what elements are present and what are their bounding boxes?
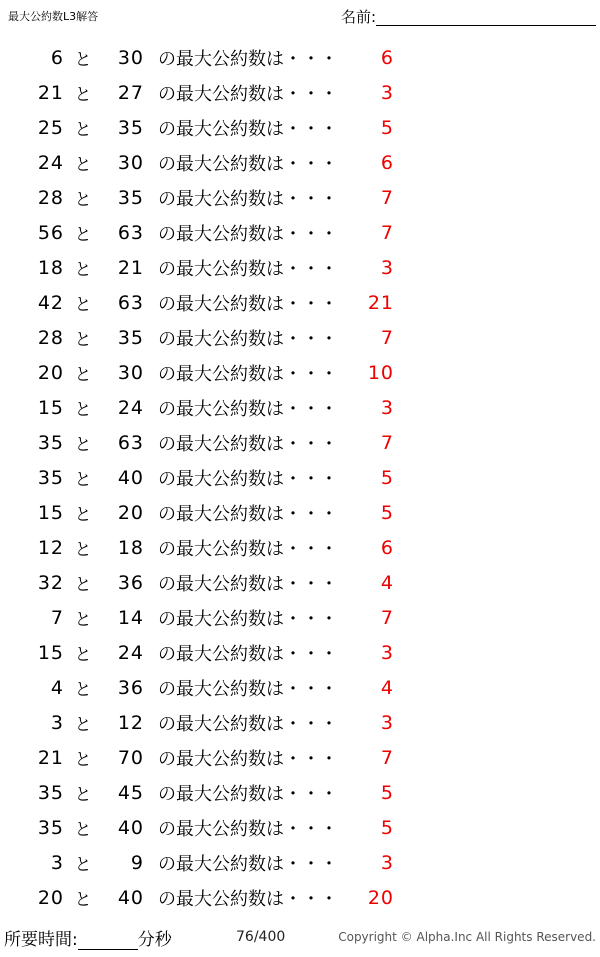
problem-row [0,880,600,915]
problem-operand-b: 35 [117,186,144,209]
problem-operand-b: 30 [117,151,144,174]
problem-row [0,320,600,355]
problem-answer: 3 [380,711,394,734]
problem-operand-a: 18 [37,256,64,279]
problem-operand-b: 24 [117,641,144,664]
problem-row [0,670,600,705]
problem-answer: 4 [380,676,394,699]
problem-row [0,495,600,530]
problem-operand-a: 32 [37,571,64,594]
problem-operand-a: 42 [37,291,64,314]
problem-answer: 7 [380,221,394,244]
problem-prompt-text: の最大公約数は・・・ [158,398,338,420]
problem-operand-b: 36 [117,571,144,594]
problem-separator: と [74,750,92,770]
problem-operand-a: 7 [50,606,64,629]
problem-answer: 7 [380,431,394,454]
problem-answer: 7 [380,606,394,629]
problem-prompt-text: の最大公約数は・・・ [158,153,338,175]
problem-row [0,600,600,635]
minutes-unit-label: 分 [137,930,155,950]
problem-operand-a: 20 [37,361,64,384]
page-header [0,8,600,38]
problem-prompt-text: の最大公約数は・・・ [158,643,338,665]
problem-prompt-text: の最大公約数は・・・ [158,678,338,700]
problem-operand-b: 63 [117,221,144,244]
problem-operand-a: 15 [37,396,64,419]
problem-prompt-text: の最大公約数は・・・ [158,573,338,595]
problem-prompt-text: の最大公約数は・・・ [158,888,338,910]
problem-operand-b: 70 [117,746,144,769]
problem-operand-b: 63 [117,291,144,314]
name-label: 名前: [340,8,376,26]
problem-prompt-text: の最大公約数は・・・ [158,83,338,105]
minutes-input-line[interactable] [78,932,138,950]
problem-prompt-text: の最大公約数は・・・ [158,713,338,735]
problem-operand-a: 20 [37,886,64,909]
problem-operand-a: 56 [37,221,64,244]
problem-operand-b: 18 [117,536,144,559]
problem-operand-b: 20 [117,501,144,524]
problem-answer: 3 [380,81,394,104]
problem-prompt-text: の最大公約数は・・・ [158,188,338,210]
problem-answer: 3 [380,396,394,419]
problem-separator: と [74,645,92,665]
problem-separator: と [74,260,92,280]
problem-separator: と [74,85,92,105]
problem-list [0,40,600,915]
problem-prompt-text: の最大公約数は・・・ [158,118,338,140]
problem-answer: 3 [380,641,394,664]
problem-operand-a: 15 [37,501,64,524]
problem-row [0,215,600,250]
problem-operand-a: 24 [37,151,64,174]
problem-separator: と [74,435,92,455]
problem-answer: 5 [380,816,394,839]
problem-row [0,705,600,740]
problem-operand-b: 21 [117,256,144,279]
problem-operand-b: 12 [117,711,144,734]
problem-separator: と [74,575,92,595]
problem-operand-b: 63 [117,431,144,454]
problem-operand-b: 45 [117,781,144,804]
problem-row [0,775,600,810]
problem-separator: と [74,680,92,700]
problem-operand-a: 12 [37,536,64,559]
problem-operand-b: 40 [117,466,144,489]
problem-row [0,250,600,285]
problem-answer: 5 [380,466,394,489]
problem-answer: 7 [380,326,394,349]
problem-prompt-text: の最大公約数は・・・ [158,468,338,490]
problem-row [0,845,600,880]
problem-operand-b: 30 [117,361,144,384]
problem-row [0,180,600,215]
problem-operand-a: 35 [37,781,64,804]
problem-separator: と [74,190,92,210]
problem-operand-b: 36 [117,676,144,699]
problem-separator: と [74,820,92,840]
problem-operand-a: 21 [37,746,64,769]
problem-row [0,530,600,565]
problem-separator: と [74,225,92,245]
problem-row [0,810,600,845]
problem-operand-a: 25 [37,116,64,139]
problem-operand-b: 40 [117,816,144,839]
problem-operand-b: 24 [117,396,144,419]
problem-separator: と [74,365,92,385]
problem-row [0,355,600,390]
problem-operand-a: 35 [37,431,64,454]
problem-operand-a: 6 [50,46,64,69]
problem-operand-a: 28 [37,186,64,209]
problem-prompt-text: の最大公約数は・・・ [158,748,338,770]
problem-answer: 5 [380,781,394,804]
problem-prompt-text: の最大公約数は・・・ [158,853,338,875]
problem-operand-b: 35 [117,326,144,349]
problem-row [0,740,600,775]
problem-answer: 6 [380,46,394,69]
copyright-notice: Copyright © Alpha.Inc All Rights Reserved. [338,930,596,944]
problem-answer: 5 [380,116,394,139]
problem-operand-b: 14 [117,606,144,629]
problem-answer: 7 [380,746,394,769]
problem-row [0,425,600,460]
problem-prompt-text: の最大公約数は・・・ [158,818,338,840]
page-count: 76/400 [236,929,286,945]
problem-separator: と [74,785,92,805]
problem-separator: と [74,855,92,875]
problem-operand-b: 30 [117,46,144,69]
problem-answer: 4 [380,571,394,594]
problem-separator: と [74,120,92,140]
problem-answer: 3 [380,851,394,874]
problem-prompt-text: の最大公約数は・・・ [158,363,338,385]
problem-row [0,75,600,110]
problem-prompt-text: の最大公約数は・・・ [158,503,338,525]
problem-prompt-text: の最大公約数は・・・ [158,608,338,630]
problem-operand-a: 35 [37,466,64,489]
problem-prompt-text: の最大公約数は・・・ [158,433,338,455]
name-input-line[interactable] [376,9,596,26]
problem-separator: と [74,505,92,525]
problem-separator: と [74,540,92,560]
problem-row [0,40,600,75]
problem-prompt-text: の最大公約数は・・・ [158,783,338,805]
problem-answer: 20 [367,886,394,909]
problem-operand-a: 3 [50,711,64,734]
problem-row [0,110,600,145]
problem-answer: 21 [367,291,394,314]
problem-operand-a: 4 [50,676,64,699]
problem-operand-b: 9 [130,851,144,874]
problem-separator: と [74,890,92,910]
problem-separator: と [74,50,92,70]
problem-operand-b: 35 [117,116,144,139]
problem-prompt-text: の最大公約数は・・・ [158,538,338,560]
problem-operand-a: 28 [37,326,64,349]
problem-separator: と [74,400,92,420]
problem-separator: と [74,330,92,350]
seconds-unit-label: 秒 [154,930,172,950]
problem-separator: と [74,610,92,630]
problem-prompt-text: の最大公約数は・・・ [158,48,338,70]
problem-separator: と [74,155,92,175]
problem-separator: と [74,295,92,315]
problem-prompt-text: の最大公約数は・・・ [158,293,338,315]
problem-operand-b: 27 [117,81,144,104]
problem-row [0,565,600,600]
problem-operand-a: 3 [50,851,64,874]
problem-operand-a: 21 [37,81,64,104]
name-field-area [341,8,596,26]
time-required-field [4,925,172,950]
problem-operand-a: 15 [37,641,64,664]
problem-prompt-text: の最大公約数は・・・ [158,223,338,245]
problem-answer: 5 [380,501,394,524]
problem-answer: 10 [367,361,394,384]
problem-row [0,460,600,495]
page-title: 最大公約数L3解答 [8,10,99,23]
problem-operand-a: 35 [37,816,64,839]
problem-row [0,390,600,425]
problem-prompt-text: の最大公約数は・・・ [158,328,338,350]
problem-answer: 3 [380,256,394,279]
problem-row [0,635,600,670]
problem-answer: 6 [380,151,394,174]
problem-row [0,285,600,320]
problem-prompt-text: の最大公約数は・・・ [158,258,338,280]
problem-answer: 7 [380,186,394,209]
problem-answer: 6 [380,536,394,559]
problem-operand-b: 40 [117,886,144,909]
problem-separator: と [74,470,92,490]
time-required-label: 所要時間: [4,930,78,950]
problem-row [0,145,600,180]
problem-separator: と [74,715,92,735]
page-footer [0,923,600,949]
